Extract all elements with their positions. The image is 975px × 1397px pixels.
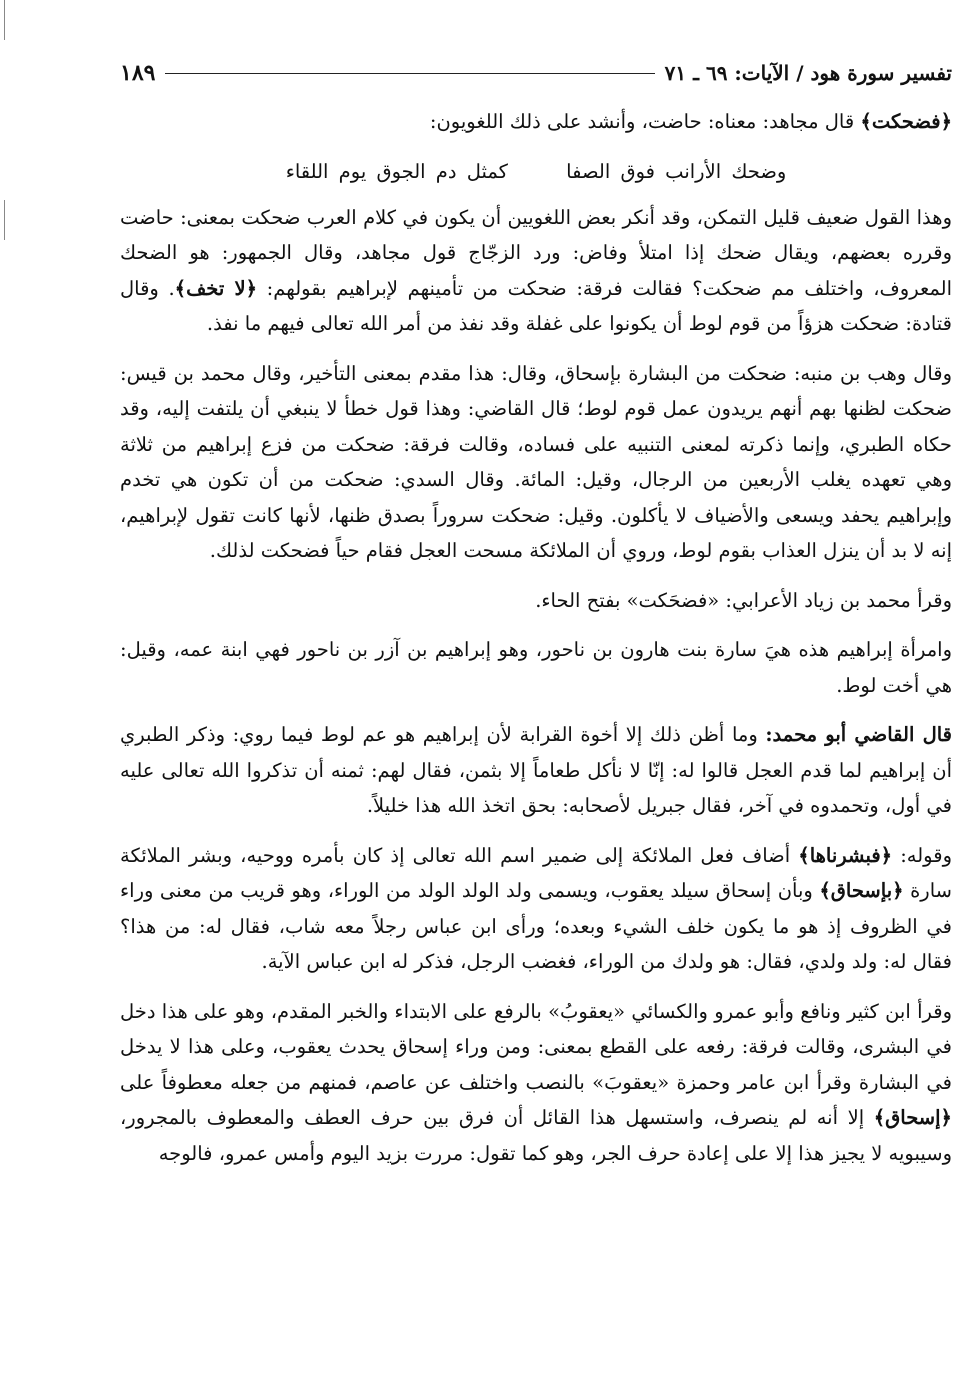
paragraph-3 <box>120 356 952 569</box>
document-page <box>120 60 952 1185</box>
page-number: ١٨٩ <box>120 60 156 86</box>
paragraph-1 <box>120 104 952 140</box>
scan-edge <box>0 0 20 1397</box>
paragraph-8 <box>120 994 952 1172</box>
paragraph-text: وامرأة إبراهيم هذه هيَ سارة بنت هارون بن ناحور، وهو إبراهيم بن آزر بن ناحور فهي ابنة عمه، وقيل: هي أخت لوط. <box>120 638 952 697</box>
page-header <box>120 60 952 104</box>
paragraph-7 <box>120 838 952 980</box>
header-rule <box>165 73 654 74</box>
verse-first-hemistich: وضحك الأرانب فوق الصفا <box>566 159 787 183</box>
paragraph-2 <box>120 200 952 342</box>
paragraph-text: وما أظن ذلك إلا أخوة القرابة لأن إبراهيم هو عم لوط فيما روي: وذكر الطبري أن إبراهيم لما قدم العجل قالوا له: إنّا لا نأكل طعاماً إلا بثمن، فقال لهم: ثمنه أن تذكروا الله تعالى عليه في أول، وتحمدوه في آخر، فقال جبريل لأصحابه: بحق اتخذ الله هذا خليلاً. <box>120 723 952 817</box>
scan-edge-mark <box>4 200 5 240</box>
quran-term: ﴿لا تخف﴾ <box>174 276 258 300</box>
quran-term: ﴿بإسحاق﴾ <box>819 879 904 902</box>
paragraph-text: وقرأ محمد بن زياد الأعرابي: «فضحَكت» بفتح الحاء. <box>535 588 952 612</box>
paragraph-text: وقوله: <box>892 843 952 867</box>
paragraph-text: أضاف فعل الملائكة إلى ضمير اسم الله تعالى إذ كان بأمره ووحيه، وبشر الملائكة سارة <box>120 843 952 902</box>
paragraph-text: وهذا القول ضعيف قليل التمكن، وقد أنكر بعض اللغويين أن يكون في كلام العرب ضحكت بمعنى: حاضت وقرره بعضهم، ويقال ضحك إذا امتلأ وفاض: ورد الزجّاج قول مجاهد، وقال الجمهور: هو الضحك المعروف، واختلف مم ضحكت؟ فقالت فرقة: ضحكت من تأمينهم لإبراهيم بقولهم: <box>120 205 952 300</box>
verse-second-hemistich: كمثل دم الجوق يوم اللقاء <box>285 159 508 183</box>
paragraph-text: قال مجاهد: معناه: حاضت، وأنشد على ذلك اللغويون: <box>429 110 861 133</box>
paragraph-text: . وقال قتادة: ضحكت هزؤاً من قوم لوط أن يكونوا على غفلة وقد نفذ من أمر الله تعالى فيهم ما نفذ. <box>120 276 952 335</box>
paragraph-4 <box>120 583 952 619</box>
paragraph-text: وبأن إسحاق سيلد يعقوب، ويسمى ولد الولد الولد من الوراء، وهو قريب من معنى وراء في الظروف إذ هو ما يكون خلف الشيء وبعده؛ ورأى ابن عباس رجلاً معه شاب، فقال له: من هذا؟ فقال له: ولد ولدي، فقال: هو ولدك من الوراء، فغضب الرجل، فذكر له ابن عباس الآية. <box>120 879 952 973</box>
paragraph-5 <box>120 632 952 703</box>
paragraph-6 <box>120 717 952 824</box>
quran-term: ﴿فضحكت﴾ <box>860 110 952 133</box>
paragraph-text: وقرأ ابن كثير ونافع وأبو عمرو والكسائي «يعقوبُ» بالرفع على الابتداء والخبر المقدم، وهو على هذا دخل في البشرى، وقالت فرقة: رفعه على القطع بمعنى: ومن وراء إسحاق يحدث يعقوب، وعلى هذا لا يدخل في البشارة وقرأ ابن عامر وحمزة «يعقوبَ» بالنصب واختلف عن عاصم، فمنهم من جعله معطوفاً على <box>120 999 952 1094</box>
scan-edge-mark <box>4 0 5 40</box>
paragraph-text: وقال وهب بن منبه: ضحكت من البشارة بإسحاق، وقال: هذا مقدم بمعنى التأخير، وقال محمد بن قيس: ضحكت لظنها بهم أنهم يريدون عمل قوم لوط؛ قال القاضي: وهذا قول خطأ لا ينبغي أن يلتفت إليه، وقد حكاه الطبري، وإنما ذكرته لمعنى التنبيه على فساده، وقالت فرقة: ضحكت من فزع إبراهيم من ثلاثة وهي تعهده يغلب الأربعين من الرجال، وقيل: المائة. وقال السدي: ضحكت من أن تكون هي تخدم وإبراهيم يحفد ويسعى والأضياف لا يأكلون. وقيل: ضحكت سروراً بصدق ظنها، لأنها كانت تقول لإبراهيم، إنه لا بد أن ينزل العذاب بقوم لوط، وروي أن الملائكة مسحت العجل فقام حياً فضحكت لذلك. <box>120 361 952 562</box>
poetry-verse <box>120 154 952 190</box>
running-title: تفسير سورة هود / الآيات: ٦٩ ـ ٧١ <box>664 61 952 85</box>
paragraph-text: إلا أنه لم ينصرف، واستسهل هذا القائل أن فرق بين حرف العطف والمعطوف بالمجرور، وسيبويه لا يجيز هذا إلا على إعادة حرف الجر، وهو كما تقول: مررت بزيد اليوم وأمس عمرو، فالوجه <box>120 1106 952 1165</box>
author-label: قال القاضي أبو محمد: <box>765 723 952 746</box>
quran-term: ﴿إسحاق﴾ <box>873 1106 952 1129</box>
quran-term: ﴿فبشرناها﴾ <box>798 843 893 867</box>
